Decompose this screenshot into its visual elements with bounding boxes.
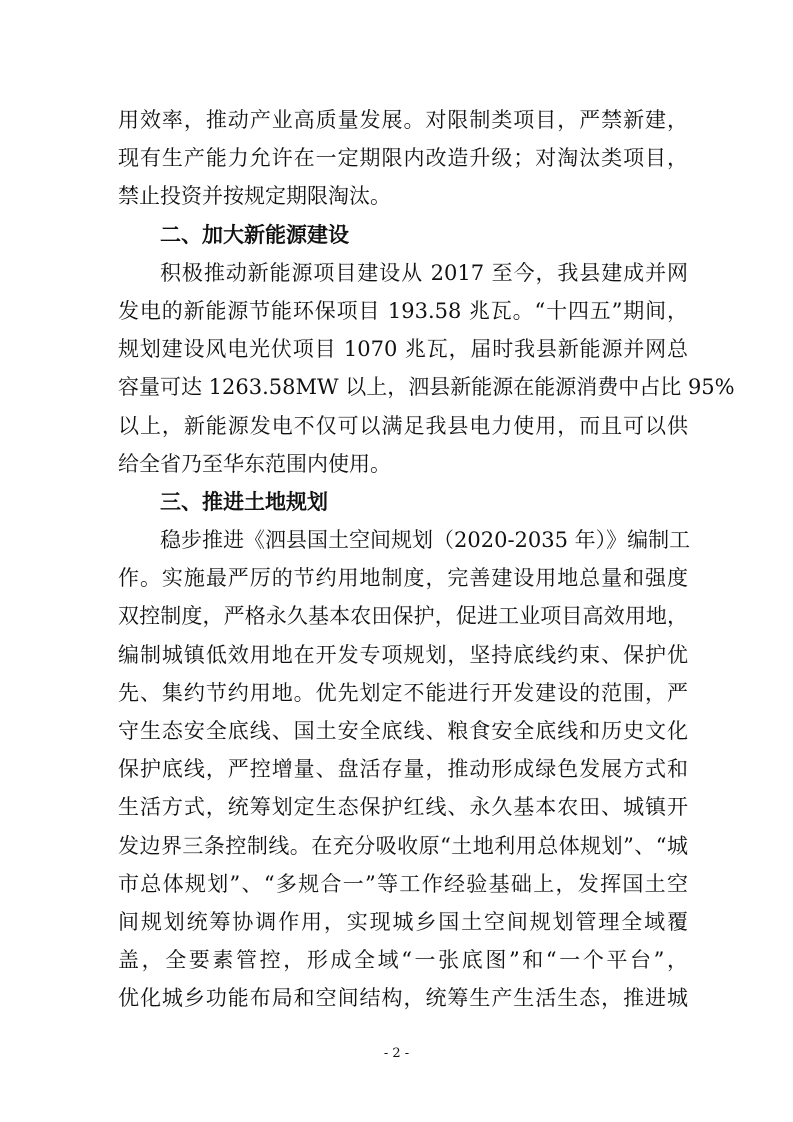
- page-number: - 2 -: [383, 1046, 410, 1061]
- paragraph-line: 发电的新能源节能环保项目 193.58 兆瓦。“十四五”期间，: [118, 298, 688, 323]
- paragraph-line: 积极推动新能源项目建设从 2017 至今，我县建成并网: [160, 260, 688, 285]
- paragraph-line: 规划建设风电光伏项目 1070 兆瓦，届时我县新能源并网总: [118, 337, 688, 362]
- paragraph-line: 给全省乃至华东范围内使用。: [118, 451, 391, 476]
- paragraph-line: 间规划统筹协调作用，实现城乡国土空间规划管理全域覆: [118, 909, 688, 934]
- paragraph-line: 禁止投资并按规定期限淘汰。: [118, 184, 391, 209]
- document-body: [118, 101, 735, 1018]
- paragraph-line: 以上，新能源发电不仅可以满足我县电力使用，而且可以供: [118, 413, 688, 438]
- paragraph-line: 保护底线，严控增量、盘活存量，推动形成绿色发展方式和: [118, 757, 688, 782]
- paragraph-line: 容量可达 1263.58MW 以上，泗县新能源在能源消费中占比 95%: [118, 375, 735, 400]
- paragraph-line: 现有生产能力允许在一定期限内改造升级；对淘汰类项目，: [118, 146, 688, 171]
- paragraph-line: 用效率，推动产业高质量发展。对限制类项目，严禁新建，: [118, 108, 688, 132]
- section-heading-land-planning: 三、推进土地规划: [160, 489, 328, 514]
- paragraph-line: 先、集约节约用地。优先划定不能进行开发建设的范围，严: [118, 680, 688, 705]
- paragraph-line: 作。实施最严厉的节约用地制度，完善建设用地总量和强度: [118, 566, 688, 591]
- paragraph-line: 市总体规划”、“多规合一”等工作经验基础上，发挥国土空: [118, 871, 688, 896]
- paragraph-line: 编制城镇低效用地在开发专项规划，坚持底线约束、保护优: [118, 642, 688, 667]
- paragraph-line: 守生态安全底线、国土安全底线、粮食安全底线和历史文化: [118, 719, 688, 743]
- section-heading-new-energy: 二、加大新能源建设: [160, 222, 349, 247]
- paragraph-line: 生活方式，统筹划定生态保护红线、永久基本农田、城镇开: [118, 795, 688, 820]
- paragraph-line: 盖，全要素管控，形成全域“一张底图”和“一个平台”，: [118, 948, 688, 973]
- paragraph-line: 优化城乡功能布局和空间结构，统筹生产生活生态，推进城: [118, 986, 688, 1011]
- paragraph-line: 双控制度，严格永久基本农田保护，促进工业项目高效用地，: [118, 604, 688, 629]
- paragraph-line: 稳步推进《泗县国土空间规划（2020-2035 年）》编制工: [160, 528, 691, 553]
- paragraph-line: 发边界三条控制线。在充分吸收原“土地利用总体规划”、“城: [118, 833, 688, 858]
